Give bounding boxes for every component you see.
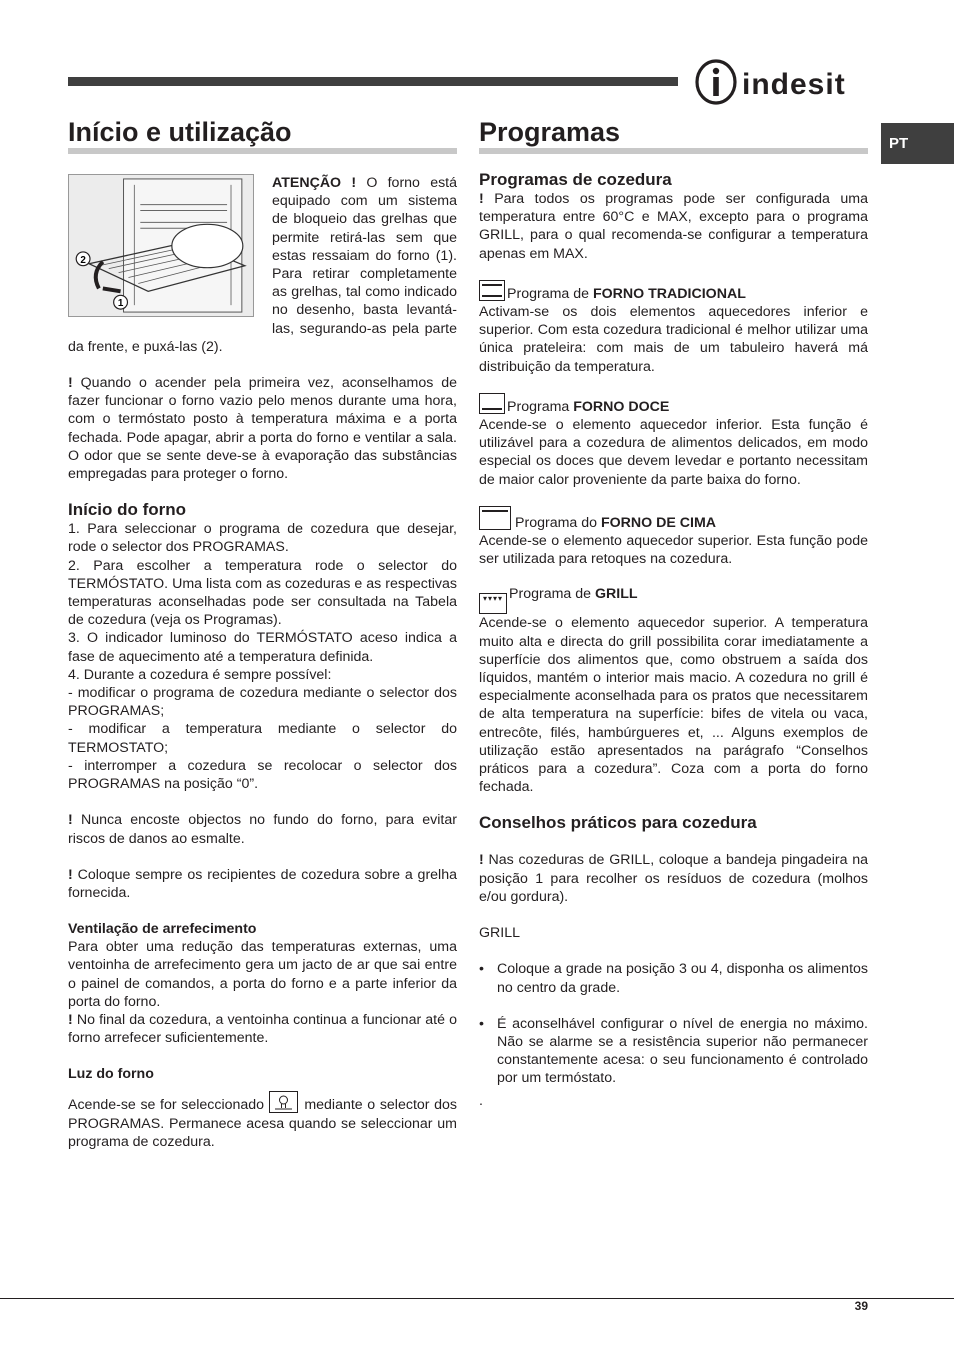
program-description: Activam-se os dois elementos aquecedores inferior e superior. Com esta cozedura tradicional é melhor utilizar uma única prateleira: com mais de um tabuleiro haverá má distribuição da temperatura.	[479, 304, 868, 375]
program-description: Acende-se o elemento aquecedor inferior. Esta função é utilizável para a cozedura de alimentos delicados, em modo especial os doces que devem levedar e portanto necessitam de maior calor proveniente da parte baixa do forno.	[479, 417, 868, 488]
program-bottom: Programa FORNO DOCE Acende-se o elemento aquecedor inferior. Esta função é utilizável para a cozedura de alimentos delicados, em modo especial os doces que devem levedar e portanto necessitam de maior calor proveniente da parte baixa do forno.	[479, 393, 868, 489]
brand-wordmark: indesit	[742, 68, 846, 101]
cooling-fan-warning: ! No final da cozedura, a ventoinha continua a funcionar até o forno arrefecer suficientemente.	[68, 1011, 457, 1047]
shelf-block	[68, 174, 457, 356]
program-name: FORNO DE CIMA	[600, 514, 717, 531]
language-tab: PT	[881, 123, 954, 164]
indesit-logo	[694, 58, 870, 106]
cooking-tips-heading: Conselhos práticos para cozedura	[479, 813, 757, 833]
list-item: • É aconselhável configurar o nível de energia no máximo. Não se alarme se a resistência superior não permanecer constantemente acesa: o seu funcionamento é controlado por um termóstato.	[479, 1015, 868, 1088]
step-4c: - interromper a cozedura se recolocar o selector dos PROGRAMAS na posição “0”.	[68, 757, 457, 793]
section-title-start: Início e utilização	[68, 116, 457, 154]
step-4b: - modificar a temperatura mediante o selector do TERMOSTATO;	[68, 721, 457, 756]
figure-label-1: 1	[117, 298, 124, 310]
footer-rule	[0, 1298, 954, 1299]
oven-top-icon	[479, 506, 511, 530]
cooling-fan-heading: Ventilação de arrefecimento	[68, 921, 257, 938]
figure-label-2: 2	[80, 254, 86, 266]
enamel-warning: ! Nunca encoste objectos no fundo do forno, para evitar riscos de danos ao esmalte.	[68, 812, 457, 847]
program-name: GRILL	[594, 586, 638, 603]
grid-warning: ! Coloque sempre os recipientes de cozedura sobre a grelha fornecida.	[68, 866, 457, 901]
grill-tray-warning: ! Nas cozeduras de GRILL, coloque a bandeja pingadeira na posição 1 para recolher os resíduos de cozedura (molhos e/ou gordura).	[479, 852, 868, 905]
grill-tips-list	[479, 960, 868, 1087]
program-traditional: Programa de FORNO TRADICIONAL Activam-se os dois elementos aquecedores inferior e superior. Com esta cozedura tradicional é melhor utilizar uma única prateleira: com mais de um tabuleiro haverá má distribuição da temperatura.	[479, 280, 868, 376]
programs-intro: ! Para todos os programas pode ser configurada uma temperatura entre 60°C e MAX, excepto para o programa GRILL, para o qual recomenda-se configurar a temperatura apenas em MAX.	[479, 191, 868, 262]
program-name: FORNO TRADICIONAL	[592, 285, 746, 302]
step-4: 4. Durante a cozedura é sempre possível:	[68, 666, 332, 683]
left-column	[68, 116, 457, 1151]
page-number: 39	[854, 1299, 868, 1313]
oven-bottom-icon	[479, 393, 505, 414]
grill-icon: ▾▾▾▾	[479, 593, 507, 614]
program-name: FORNO DOCE	[573, 398, 670, 415]
trailing-dot: .	[479, 1092, 483, 1109]
program-grill: ▾▾▾▾ Programa de GRILL Acende-se o elemento aquecedor superior. A temperatura muito alta e directa do grill possibilita corar imediatamente a superfície dos alimentos que, como obstruem a saída dos líquidos, mantém o interior mais macio. A cozedura no grill é especialmente aconselhada para os pratos que necessitarem de alta temperatura na superfície: bifes de vitela ou vaca, entrecôte, filés, hambúrgueres et, ... Alguns exemplos de utilização estão apresentados na parágrafo “Conselhos práticos para a cozedura”. Coza com a porta do forno fechada.	[479, 586, 868, 796]
header-bar	[68, 77, 678, 86]
program-description: Acende-se o elemento aquecedor superior. Esta função pode ser utilizada para retoques na cozedura.	[479, 533, 868, 568]
lamp-icon	[269, 1091, 298, 1113]
step-1: 1. Para seleccionar o programa de cozedura que desejar, rode o selector dos PROGRAMAS.	[68, 521, 457, 556]
right-column	[479, 116, 868, 1110]
step-2: 2. Para escolher a temperatura rode o selector do TERMÓSTATO. Uma lista com as cozeduras e as respectivas temperaturas aconselhadas pode ser consultada na Tabela de cozedura (veja os Programas).	[68, 557, 457, 629]
start-oven-heading: Início do forno	[68, 500, 187, 520]
first-use-warning: ! Quando o acender pela primeira vez, aconselhamos de fazer funcionar o forno vazio pelo menos durante uma hora, com o termóstato posto à temperatura máxima e a porta fechada. Pode apagar, abrir a porta do forno e ventilar a sala. O odor que se sente deve-se à evaporação das substâncias empregadas para proteger o forno.	[68, 375, 457, 483]
attention-paragraph: ATENÇÃO ! O forno está equipado com um sistema de bloqueio das grelhas que permite retirá-las sem que estas ressaiam do forno (1). Para retirar completamente as grelhas, tal como indicado no desenho, basta levantá-las, segurando-as pela parte da frente, e puxá-las (2).	[68, 175, 458, 355]
step-4a: - modificar o programa de cozedura mediante o selector dos PROGRAMAS;	[68, 685, 457, 720]
oven-light-heading: Luz do forno	[68, 1066, 154, 1083]
list-item: • Coloque a grade na posição 3 ou 4, disponha os alimentos no centro da grade.	[479, 960, 868, 996]
oven-light-text: Acende-se se for seleccionado mediante o selector dos PROGRAMAS. Permanece acesa quando se seleccionar um programa de cozedura.	[68, 1091, 457, 1151]
cooling-fan-text: Para obter uma redução das temperaturas externas, uma ventoinha de arrefecimento gera um jacto de ar que sai entre o painel de comandos, a porta do forno e a parte inferior da porta do forno.	[68, 939, 457, 1010]
attention-label: ATENÇÃO !	[272, 175, 357, 191]
oven-shelf-illustration	[68, 174, 254, 317]
section-title-programs: Programas	[479, 116, 868, 154]
program-top: Programa do FORNO DE CIMA Acende-se o elemento aquecedor superior. Esta função pode ser utilizada para retoques na cozedura.	[479, 506, 868, 569]
grill-label: GRILL	[479, 925, 521, 942]
cooking-programs-heading: Programas de cozedura	[479, 170, 672, 189]
program-description: Acende-se o elemento aquecedor superior. A temperatura muito alta e directa do grill possibilita corar imediatamente a superfície dos alimentos que, como obstruem a saída dos líquidos, mantém o interior mais macio. A cozedura no grill é especialmente aconselhada para os pratos que necessitarem de alta temperatura na superfície: bifes de vitela ou vaca, entrecôte, filés, hambúrgueres et, ... Alguns exemplos de utilização estão apresentados na parágrafo “Conselhos práticos para a cozedura”. Coza com a porta do forno fechada.	[479, 615, 868, 796]
step-3: 3. O indicador luminoso do TERMÓSTATO aceso indica a fase de aquecimento até a temperatura definida.	[68, 630, 457, 665]
oven-traditional-icon	[479, 280, 505, 301]
start-steps	[68, 520, 457, 793]
